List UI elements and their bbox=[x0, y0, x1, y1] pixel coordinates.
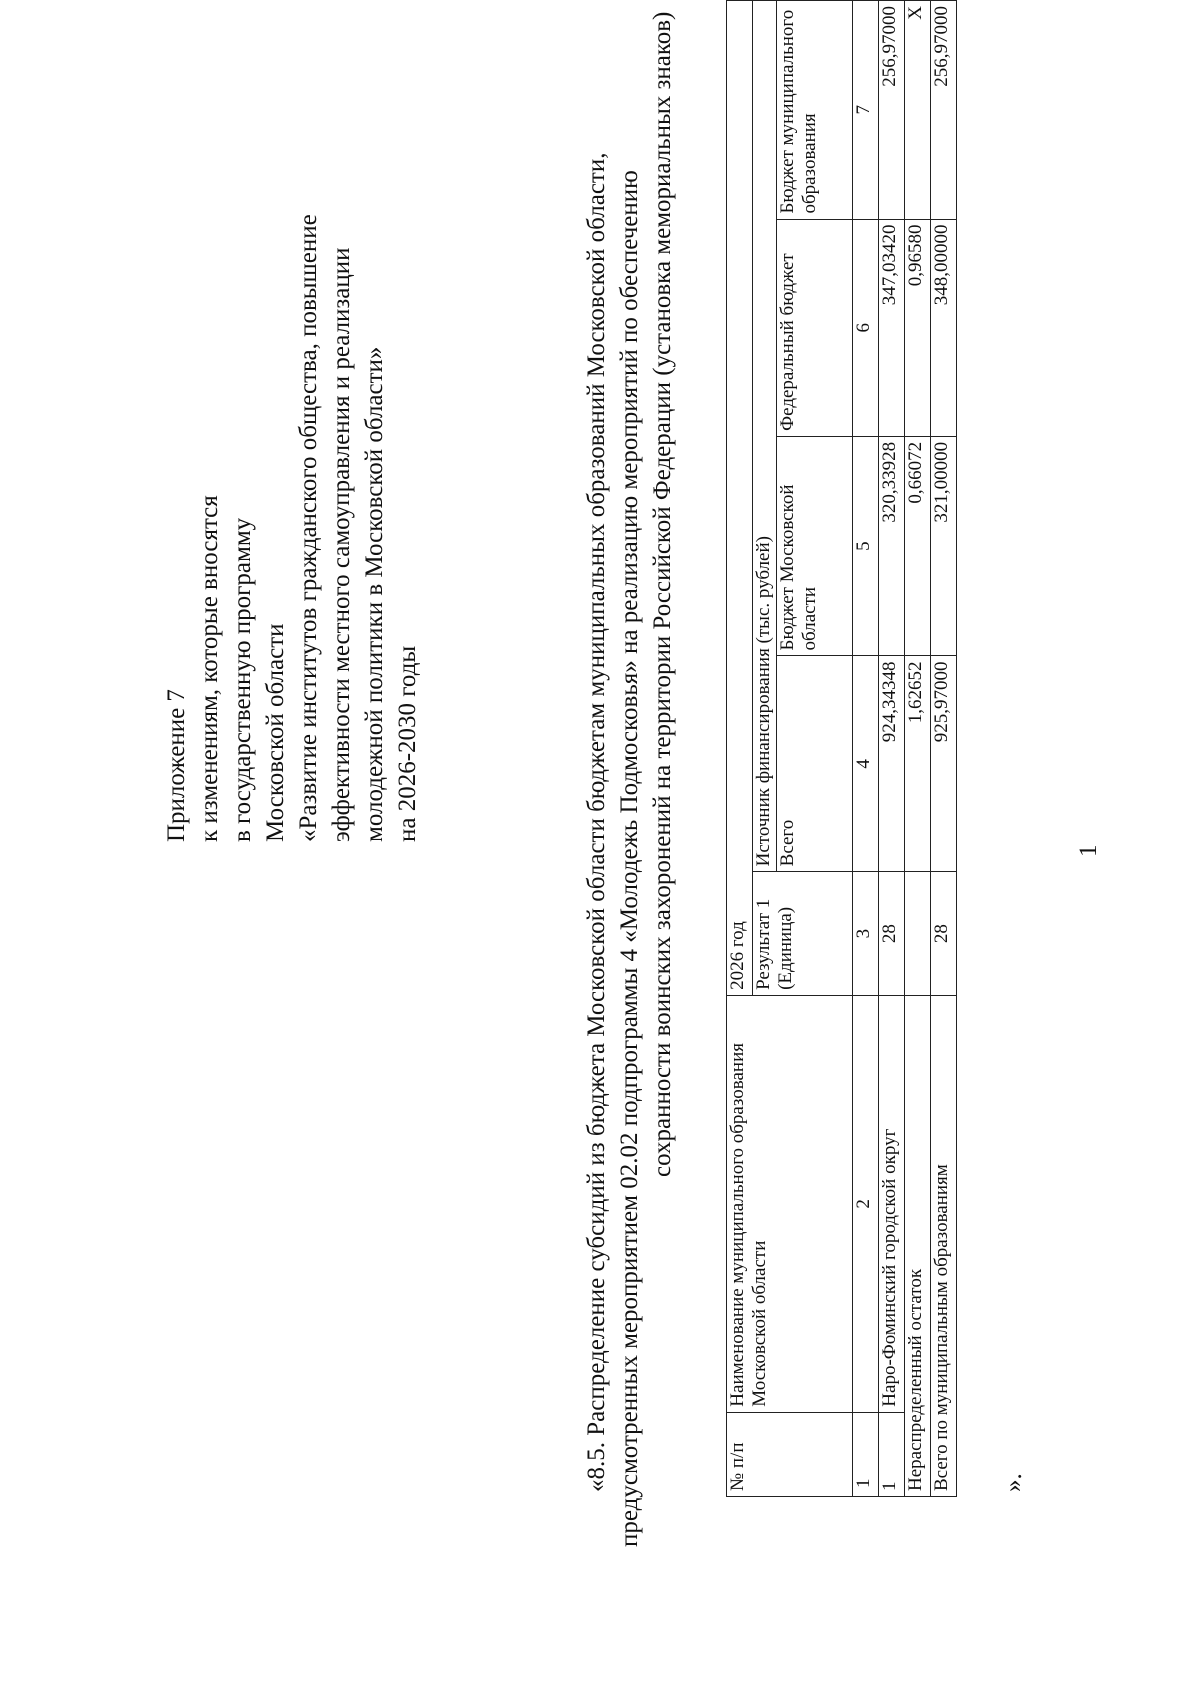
grand-total-federal: 348,00000 bbox=[931, 219, 957, 436]
appendix-line: Приложение 7 bbox=[163, 689, 190, 842]
unallocated-row bbox=[905, 1, 931, 1497]
row-municipal: 256,97000 bbox=[879, 1, 905, 220]
heading-line: сохранности воинских захоронений на территории Российской Федерации (установка мемориальных знаков) bbox=[649, 11, 676, 1177]
unallocated-result bbox=[905, 872, 931, 996]
grand-total-regional: 321,00000 bbox=[931, 436, 957, 656]
header-result: Результат 1 (Единица) bbox=[753, 872, 853, 996]
grand-total-total: 925,97000 bbox=[931, 656, 957, 872]
unallocated-total: 1,62652 bbox=[905, 656, 931, 872]
appendix-line: в государственную программу bbox=[229, 517, 256, 842]
page-number: 1 bbox=[1075, 844, 1102, 857]
appendix-line: на 2026-2030 годы bbox=[394, 645, 421, 842]
header-regional: Бюджет Московской области bbox=[777, 436, 853, 656]
row-total: 924,34348 bbox=[879, 656, 905, 872]
col-number: 5 bbox=[853, 436, 879, 656]
appendix-line: к изменениям, которые вносятся bbox=[196, 495, 223, 842]
col-number: 4 bbox=[853, 656, 879, 872]
heading-line: предусмотренных мероприятием 02.02 подпрограммы 4 «Молодежь Подмосковья» на реализацию мероприятий по обеспечению bbox=[616, 170, 643, 1547]
header-source: Источник финансирования (тыс. рублей) bbox=[753, 1, 777, 872]
header-name: Наименование муниципального образования Московской области bbox=[727, 995, 853, 1412]
unallocated-regional: 0,66072 bbox=[905, 436, 931, 656]
closing-quote: ». bbox=[1000, 1473, 1027, 1492]
header-municipal: Бюджет муниципального образования bbox=[777, 1, 853, 220]
row-no: 1 bbox=[879, 1412, 905, 1496]
row-federal: 347,03420 bbox=[879, 219, 905, 436]
appendix-line: эффективности местного самоуправления и реализации bbox=[328, 247, 355, 842]
grand-total-row bbox=[931, 1, 957, 1497]
column-number-row bbox=[853, 1, 879, 1497]
row-name: Наро-Фоминский городской округ bbox=[879, 995, 905, 1412]
appendix-line: «Развитие институтов гражданского общества, повышение bbox=[295, 214, 322, 842]
col-number: 2 bbox=[853, 995, 879, 1412]
grand-total-label: Всего по муниципальным образованиям bbox=[931, 995, 957, 1496]
section-heading bbox=[580, 0, 679, 1547]
col-number: 7 bbox=[853, 1, 879, 220]
col-number: 6 bbox=[853, 219, 879, 436]
unallocated-label: Нераспределенный остаток bbox=[905, 995, 931, 1496]
unallocated-federal: 0,96580 bbox=[905, 219, 931, 436]
appendix-block bbox=[160, 42, 424, 842]
subsidy-table bbox=[726, 0, 957, 1497]
grand-total-result: 28 bbox=[931, 872, 957, 996]
appendix-line: Московской области bbox=[262, 623, 289, 842]
col-number: 1 bbox=[853, 1412, 879, 1496]
header-no: № п/п bbox=[727, 1412, 853, 1496]
heading-line: «8.5. Распределение субсидий из бюджета Московской области бюджетам муниципальных образований Московской области, bbox=[583, 152, 610, 1492]
row-result: 28 bbox=[879, 872, 905, 996]
col-number: 3 bbox=[853, 872, 879, 996]
header-year: 2026 год bbox=[727, 1, 753, 996]
appendix-line: молодежной политики в Московской области» bbox=[361, 346, 388, 842]
row-regional: 320,33928 bbox=[879, 436, 905, 656]
table-row bbox=[879, 1, 905, 1497]
header-federal: Федеральный бюджет bbox=[777, 219, 853, 436]
unallocated-municipal: X bbox=[905, 1, 931, 220]
grand-total-municipal: 256,97000 bbox=[931, 1, 957, 220]
header-total: Всего bbox=[777, 656, 853, 872]
